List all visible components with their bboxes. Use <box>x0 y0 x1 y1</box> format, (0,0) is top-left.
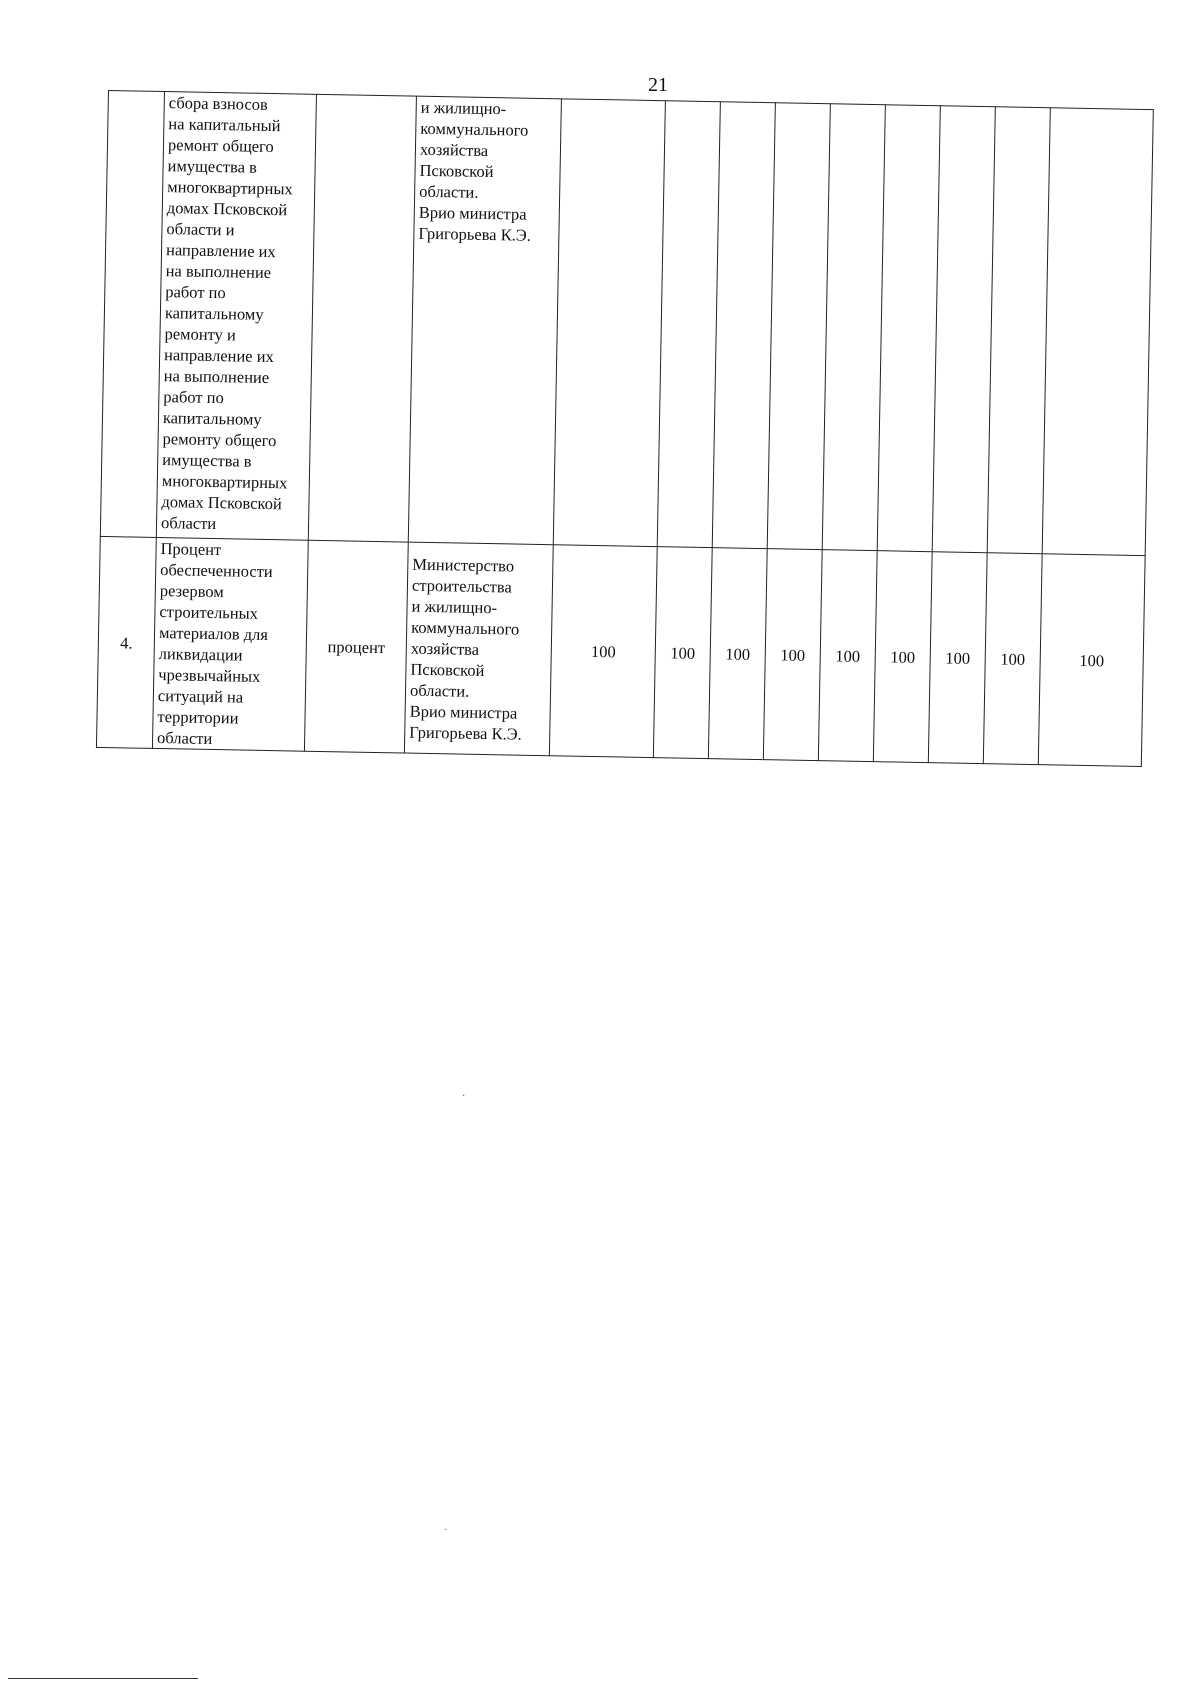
scan-speck: ․ <box>462 1088 466 1099</box>
value-cell: 100 <box>818 550 877 762</box>
value-cell: 100 <box>928 552 987 764</box>
indicator-name-text: Процент обеспеченности резервом строительных материалов для ликвидации чрезвычайных ситуаций на территории области <box>156 539 273 749</box>
row-number-cell: 4. <box>96 536 156 748</box>
indicator-table <box>96 90 1154 767</box>
value-cell: 100 <box>549 545 657 758</box>
value-cell: 100 <box>653 547 712 759</box>
responsible-cell <box>408 96 561 545</box>
row-number-cell <box>100 91 164 538</box>
table-row <box>100 91 1153 556</box>
value-cell <box>877 105 940 552</box>
indicator-name-cell <box>152 537 308 751</box>
value-cell <box>553 99 665 547</box>
unit-cell <box>308 94 416 542</box>
footnote-separator-line <box>8 1678 198 1679</box>
value-cell: 100 <box>708 548 767 760</box>
value-cell <box>932 106 995 553</box>
unit-cell: процент <box>304 540 408 753</box>
value-cell: 100 <box>763 549 822 761</box>
responsible-cell <box>404 542 553 756</box>
responsible-text: и жилищно- коммунального хозяйства Псковской области. Врио министра Григорьева К.Э. <box>418 97 532 245</box>
indicator-name-text: сбора взносов на капитальный ремонт общего имущества в многоквартирных домах Псковской области и направление их на выполнение работ по капитальному ремонту и направление их на выполнение работ по капитальному ремонту общего имущества в многоквартирных домах Псковской области <box>160 93 293 534</box>
indicator-table-wrapper <box>96 90 1153 767</box>
responsible-text: Министерство строительства и жилищно- коммунального хозяйства Псковской области. Врио министра Григорьева К.Э. <box>409 554 522 744</box>
page-number: 21 <box>648 74 668 96</box>
value-cell: 100 <box>873 551 932 763</box>
value-cell <box>712 102 775 549</box>
value-cell <box>987 107 1050 554</box>
value-cell <box>657 101 720 548</box>
value-cell <box>822 104 885 551</box>
value-cell: 100 <box>983 553 1042 765</box>
table-row <box>96 536 1145 766</box>
value-cell: 100 <box>1038 554 1145 767</box>
value-cell <box>1042 108 1153 556</box>
indicator-name-cell <box>156 92 316 541</box>
scan-speck: ․ <box>444 1522 448 1533</box>
value-cell <box>767 103 830 550</box>
